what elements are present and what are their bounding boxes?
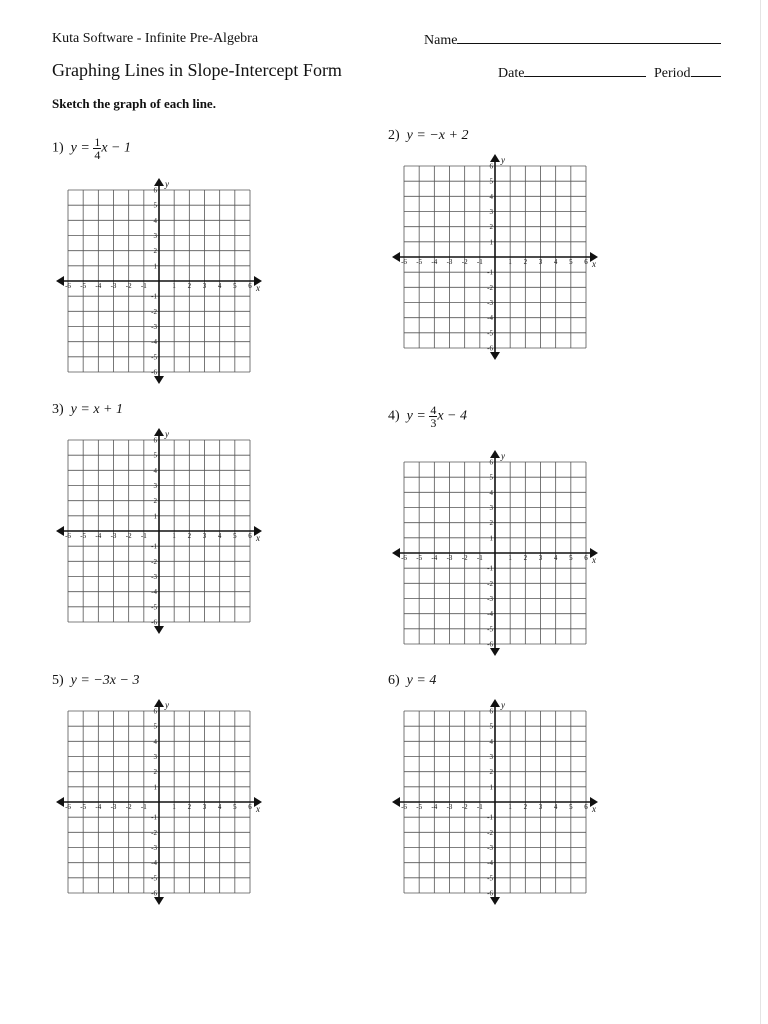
- x-tick-label: 2: [187, 532, 192, 540]
- y-tick-label: 2: [489, 519, 493, 528]
- y-tick-label: -3: [151, 323, 157, 331]
- y-axis-arrow-down: [490, 897, 500, 905]
- y-tick-label: 6: [153, 186, 157, 195]
- y-tick-label: 2: [489, 768, 493, 777]
- x-tick-label: -6: [65, 282, 71, 290]
- x-tick-label: 1: [508, 554, 512, 562]
- fraction-numerator: 1: [94, 135, 101, 149]
- y-axis-label: y: [165, 429, 169, 439]
- y-tick-label: -4: [151, 859, 157, 868]
- y-tick-label: 1: [153, 512, 157, 521]
- x-tick-label: -1: [476, 258, 483, 266]
- y-tick-label: -4: [151, 588, 157, 597]
- x-tick-label: -4: [431, 258, 438, 266]
- x-tick-label: 4: [217, 282, 222, 290]
- x-tick-label: 3: [538, 803, 543, 811]
- y-tick-label: 5: [153, 722, 157, 731]
- x-tick-label: 2: [523, 554, 528, 562]
- y-tick-label: -1: [487, 813, 493, 822]
- x-axis-label: x: [256, 533, 260, 543]
- x-tick-label: -3: [446, 554, 453, 562]
- equation-rest: x − 4: [437, 408, 468, 424]
- y-tick-label: 1: [153, 262, 157, 271]
- x-tick-label: 6: [248, 803, 252, 811]
- x-axis-label: x: [592, 259, 596, 269]
- y-axis-label: y: [165, 179, 169, 189]
- x-tick-label: -6: [401, 258, 407, 266]
- publisher-line: Kuta Software - Infinite Pre-Algebra: [52, 31, 259, 46]
- x-tick-label: 2: [187, 803, 192, 811]
- x-tick-label: 6: [584, 803, 588, 811]
- x-tick-label: 6: [248, 532, 252, 540]
- x-tick-label: -3: [110, 803, 117, 811]
- y-tick-label: 3: [489, 753, 493, 761]
- y-tick-label: 4: [153, 737, 157, 746]
- y-tick-label: -4: [487, 610, 493, 619]
- x-tick-label: 5: [569, 554, 573, 562]
- y-tick-label: -5: [151, 603, 157, 612]
- x-tick-label: 3: [538, 554, 543, 562]
- y-tick-label: -6: [487, 344, 493, 353]
- x-tick-label: 5: [569, 803, 573, 811]
- y-tick-label: -2: [151, 828, 157, 837]
- y-tick-label: -2: [487, 283, 493, 292]
- x-tick-label: 2: [523, 258, 528, 266]
- page-edge: [760, 0, 761, 1024]
- y-tick-label: 4: [489, 488, 493, 497]
- x-axis-label: x: [256, 804, 260, 814]
- y-tick-label: 3: [489, 208, 493, 216]
- y-tick-label: 6: [489, 162, 493, 171]
- problem-number: 1): [52, 140, 64, 156]
- x-tick-label: -6: [401, 803, 407, 811]
- x-tick-label: 3: [202, 803, 207, 811]
- y-tick-label: 2: [153, 247, 157, 256]
- y-axis-label: y: [501, 451, 505, 461]
- x-tick-label: 4: [217, 532, 222, 540]
- y-tick-label: 3: [153, 482, 157, 490]
- instructions: Sketch the graph of each line.: [52, 96, 216, 111]
- y-axis-label: y: [501, 155, 505, 165]
- x-axis-label: x: [592, 804, 596, 814]
- y-tick-label: 1: [489, 783, 493, 792]
- x-tick-label: -1: [140, 803, 147, 811]
- y-tick-label: -1: [487, 268, 493, 277]
- x-tick-label: -4: [95, 282, 102, 290]
- x-tick-label: 3: [538, 258, 543, 266]
- x-tick-label: 5: [233, 803, 237, 811]
- x-tick-label: -5: [416, 803, 423, 811]
- y-tick-label: -6: [151, 889, 157, 898]
- y-tick-label: -6: [151, 618, 157, 627]
- y-tick-label: 1: [489, 534, 493, 543]
- y-tick-label: -5: [487, 329, 493, 338]
- x-tick-label: 5: [233, 532, 237, 540]
- x-tick-label: -6: [65, 532, 71, 540]
- y-tick-label: -1: [151, 542, 157, 551]
- x-axis-label: x: [592, 555, 596, 565]
- x-tick-label: -6: [401, 554, 407, 562]
- x-tick-label: -4: [431, 803, 438, 811]
- y-tick-label: 6: [489, 707, 493, 716]
- x-tick-label: 6: [248, 282, 252, 290]
- y-axis-label: y: [501, 700, 505, 710]
- x-tick-label: 5: [233, 282, 237, 290]
- x-tick-label: -1: [140, 532, 147, 540]
- y-tick-label: 3: [153, 232, 157, 240]
- y-tick-label: -4: [487, 314, 493, 323]
- y-tick-label: -4: [151, 338, 157, 347]
- equation: y = x + 1: [70, 402, 123, 417]
- y-tick-label: 4: [489, 737, 493, 746]
- x-tick-label: -1: [476, 803, 483, 811]
- x-tick-label: -4: [95, 532, 102, 540]
- y-tick-label: 5: [153, 201, 157, 210]
- equation-lhs: y =: [70, 140, 90, 156]
- y-tick-label: -6: [487, 889, 493, 898]
- worksheet-title: Graphing Lines in Slope-Intercept Form: [52, 60, 342, 80]
- y-tick-label: -2: [151, 557, 157, 566]
- y-tick-label: 1: [489, 238, 493, 247]
- y-tick-label: -5: [487, 874, 493, 883]
- x-tick-label: -2: [461, 554, 468, 562]
- x-tick-label: 6: [584, 554, 588, 562]
- x-tick-label: 4: [553, 554, 558, 562]
- equation-lhs: y =: [406, 408, 426, 424]
- y-tick-label: -6: [487, 640, 493, 649]
- x-tick-label: 3: [202, 282, 207, 290]
- y-tick-label: 4: [153, 216, 157, 225]
- x-tick-label: 2: [187, 282, 192, 290]
- date-label: Date: [498, 66, 525, 81]
- x-tick-label: -3: [446, 803, 453, 811]
- x-tick-label: -1: [140, 282, 147, 290]
- x-tick-label: -6: [65, 803, 71, 811]
- problem-number: 6): [388, 673, 400, 688]
- y-tick-label: -3: [151, 573, 157, 581]
- x-tick-label: 5: [569, 258, 573, 266]
- x-tick-label: -5: [80, 282, 87, 290]
- y-tick-label: -2: [487, 828, 493, 837]
- y-tick-label: -3: [151, 844, 157, 852]
- x-tick-label: -3: [110, 282, 117, 290]
- x-tick-label: -3: [110, 532, 117, 540]
- problem-number: 3): [52, 402, 64, 417]
- y-tick-label: -1: [151, 292, 157, 301]
- y-tick-label: -5: [151, 874, 157, 883]
- x-tick-label: -2: [125, 282, 132, 290]
- y-tick-label: 3: [489, 504, 493, 512]
- fraction-denominator: 3: [430, 416, 437, 430]
- y-tick-label: 6: [153, 436, 157, 445]
- x-tick-label: -5: [80, 532, 87, 540]
- y-tick-label: -2: [487, 579, 493, 588]
- y-tick-label: 5: [153, 451, 157, 460]
- x-tick-label: -4: [431, 554, 438, 562]
- y-tick-label: -3: [487, 299, 493, 307]
- x-tick-label: 4: [217, 803, 222, 811]
- x-tick-label: -5: [80, 803, 87, 811]
- x-tick-label: 1: [172, 532, 176, 540]
- x-tick-label: 4: [553, 803, 558, 811]
- x-axis-arrow-left: [392, 797, 400, 807]
- period-label: Period: [654, 66, 691, 81]
- problem-number: 2): [388, 128, 400, 143]
- y-tick-label: 2: [153, 497, 157, 506]
- x-tick-label: -5: [416, 258, 423, 266]
- x-tick-label: 1: [508, 803, 512, 811]
- y-tick-label: 5: [489, 177, 493, 186]
- y-tick-label: 1: [153, 783, 157, 792]
- x-tick-label: -2: [461, 258, 468, 266]
- x-tick-label: 1: [172, 282, 176, 290]
- y-tick-label: 3: [153, 753, 157, 761]
- y-axis-arrow-up: [490, 699, 500, 707]
- equation-rest: x − 1: [101, 140, 132, 156]
- x-tick-label: 1: [172, 803, 176, 811]
- y-tick-label: 2: [489, 223, 493, 232]
- x-tick-label: -1: [476, 554, 483, 562]
- fraction-numerator: 4: [430, 403, 437, 417]
- y-tick-label: 4: [153, 466, 157, 475]
- problem-number: 5): [52, 673, 64, 688]
- x-tick-label: 2: [523, 803, 528, 811]
- y-tick-label: -6: [151, 368, 157, 377]
- name-label: Name: [424, 33, 458, 48]
- x-tick-label: 4: [553, 258, 558, 266]
- y-tick-label: -3: [487, 595, 493, 603]
- y-tick-label: -4: [487, 859, 493, 868]
- y-tick-label: 6: [153, 707, 157, 716]
- y-tick-label: -5: [487, 625, 493, 634]
- equation: y = 4: [406, 673, 437, 688]
- fraction-denominator: 4: [94, 148, 101, 162]
- x-tick-label: -2: [461, 803, 468, 811]
- x-tick-label: 3: [202, 532, 207, 540]
- x-tick-label: -3: [446, 258, 453, 266]
- y-tick-label: 2: [153, 768, 157, 777]
- y-tick-label: -3: [487, 844, 493, 852]
- y-tick-label: 5: [489, 722, 493, 731]
- x-tick-label: -5: [416, 554, 423, 562]
- x-tick-label: -2: [125, 803, 132, 811]
- y-tick-label: -1: [151, 813, 157, 822]
- y-tick-label: -2: [151, 307, 157, 316]
- x-tick-label: 6: [584, 258, 588, 266]
- x-tick-label: -2: [125, 532, 132, 540]
- y-tick-label: 6: [489, 458, 493, 467]
- x-tick-label: -4: [95, 803, 102, 811]
- x-tick-label: 1: [508, 258, 512, 266]
- y-axis-label: y: [165, 700, 169, 710]
- equation: y = −x + 2: [406, 128, 469, 143]
- y-tick-label: 4: [489, 192, 493, 201]
- equation: y = −3x − 3: [70, 673, 140, 688]
- y-tick-label: 5: [489, 473, 493, 482]
- y-tick-label: -1: [487, 564, 493, 573]
- x-axis-label: x: [256, 283, 260, 293]
- y-tick-label: -5: [151, 353, 157, 362]
- problem-number: 4): [388, 408, 400, 424]
